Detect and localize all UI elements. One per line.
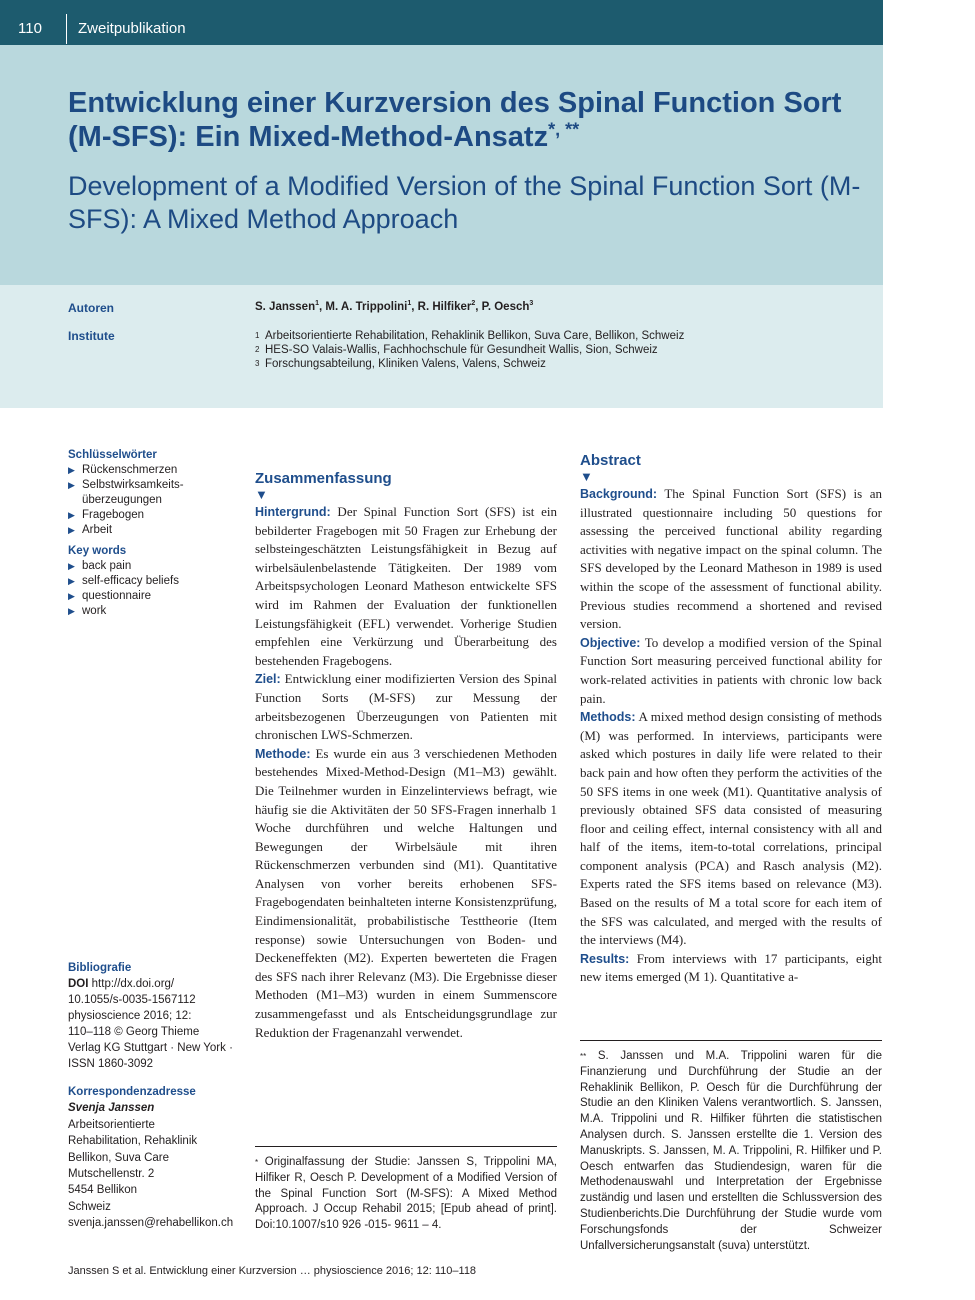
- bibliography-line: physioscience 2016; 12:: [68, 1010, 192, 1022]
- triangle-down-icon: ▼: [255, 487, 268, 502]
- abstract-section: [580, 452, 882, 987]
- section-name: Zweitpublikation: [78, 20, 186, 37]
- triangle-icon: ▶: [68, 561, 75, 571]
- keyword-item: ▶ self-efficacy beliefs: [68, 575, 179, 587]
- bibliography-line: Verlag KG Stuttgart · New York ·: [68, 1042, 233, 1054]
- title-english: Development of a Modified Version of the Spinal Function Sort (M-SFS): A Mixed Method Approach: [68, 171, 861, 234]
- bibliography-line: ISSN 1860-3092: [68, 1058, 154, 1070]
- keyword-item: ▶ Arbeit: [68, 524, 113, 536]
- address-line: Rehabilitation, Rehaklinik: [68, 1135, 198, 1148]
- page-footer: Janssen S et al. Entwicklung einer Kurzversion … physioscience 2016; 12: 110–118: [68, 1265, 477, 1277]
- triangle-icon: ▶: [68, 465, 75, 475]
- author: M. A. Trippolini$^1$,: [325, 300, 418, 313]
- keyword-item: ▶ questionnaire: [68, 590, 152, 602]
- institute-list: [255, 329, 684, 371]
- abstract-heading: Abstract: [580, 452, 641, 469]
- author: P. Oesch$^3$: [481, 300, 534, 313]
- correspondence-heading: Korrespondenzadresse: [68, 1086, 196, 1098]
- zusammenfassung-section: [255, 470, 557, 1042]
- footnote-contributions: ** S. Janssen und M.A. Trippolini waren für die Finanzierung und Durchführung der Studie an der Rehaklinik Bellikon, P. Oesch für die Durchführung der Studie an den Kliniken Valens verantwortlich. S. Janssen, M.A. Trippolini und R. Hilfiker führten die statistischen Analysen durch. S. Janssen erstellte die 1. Version des Manuskripts. S. Janssen, M. A. Trippolini, R. Hilfiker und P. Oesch entwarfen das Studiendesign, waren für die Methodenauswahl und Interpretation der Ergebnisse zuständig und lasen und erstellten die Schlussversion des Studienberichts.Die Durchführung der Studie wurde vom Forschungsfonds der Schweizer Unfallversicherungsanstalt (suva) unterstützt.: [580, 1050, 882, 1252]
- paragraph-results: Results: From interviews with 17 participants, eight new items emerged (M 1). Quantitative a-: [580, 950, 882, 985]
- address-line: Mutschellenstr. 2: [68, 1168, 155, 1181]
- page-number: 110: [18, 20, 42, 37]
- author-list: [255, 301, 533, 313]
- address-line: Arbeitsorientierte: [68, 1118, 155, 1131]
- triangle-down-icon: ▼: [580, 469, 593, 484]
- keyword-item: ▶ Fragebogen: [68, 509, 145, 521]
- doi-label: DOI: [68, 978, 89, 990]
- author: R. Hilfiker$^2$,: [417, 300, 482, 313]
- institute-item: 1 Arbeitsorientierte Rehabilitation, Rehaklinik Bellikon, Suva Care, Bellikon, Schweiz: [255, 330, 685, 342]
- keywords-sidebar: [68, 448, 243, 625]
- header-bar: [0, 0, 883, 45]
- triangle-icon: ▶: [68, 525, 75, 535]
- keywords-de-list: [68, 463, 243, 538]
- institute-item: 2 HES-SO Valais-Wallis, Fachhochschule für Gesundheit Wallis, Sion, Schweiz: [255, 344, 658, 356]
- keyword-item: ▶ back pain: [68, 560, 132, 572]
- footnote-original: * Originalfassung der Studie: Janssen S, Trippolini MA, Hilfiker R, Oesch P. Development of a Modified Version of the Spinal Function Sort (M-SFS): A Mixed Method Approach. J Occup Rehabil 2015; [Epub ahead of print]. Doi:10.1007/s10 926 -015- 9611 – 4.: [255, 1156, 557, 1232]
- triangle-icon: ▶: [68, 480, 75, 490]
- doi-line: [68, 976, 238, 992]
- bibliography-line: 110–118 © Georg Thieme: [68, 1026, 200, 1038]
- paragraph-background: Hintergrund: Der Spinal Function Sort (SFS) ist ein bebilderter Fragebogen mit 50 Fragen zur Erhebung der selbsteingeschätzten Leistungsfähigkeit in Bezug auf wirbelsäulenbelastende Tätigkeiten. Der 1989 vom Arbeitspsychologen Leonard Matheson entwickelte SFS wird im Rahmen der Evaluation der funktionellen Leistungsfähigkeit (EFL) verwendet. Vorherige Studien empfehlen eine Verkürzung und Überarbeitung des bestehenden Fragebogens.: [255, 504, 557, 668]
- paragraph-background: Background: The Spinal Function Sort (SFS) is an illustrated questionnaire including 50 questions for assessing the perceived functional ability regarding activities with negative impact on the spinal column. The SFS developed by the Leonard Matheson in 1989 is used within the scope of the assessment of functional ability. Previous studies recommend a shortened and revised version.: [580, 486, 882, 632]
- keyword-item: ▶ work: [68, 605, 107, 617]
- doi-link[interactable]: http://dx.doi.org/: [91, 978, 175, 990]
- correspondence: [68, 1084, 243, 1232]
- institutes-label: Institute: [68, 329, 115, 343]
- authors-label: Autoren: [68, 301, 114, 315]
- triangle-icon: ▶: [68, 576, 75, 586]
- author: S. Janssen$^1$,: [255, 300, 326, 313]
- paragraph-methods: Methods: A mixed method design consisting of methods (M) was performed. In interviews, participants were asked which postures in daily life were related to their back pain and how often they perform the activities of the 50 SFS items in one week (M1). Quantitative analysis of previously obtained SFS data consisted of measuring floor and ceiling effect, internal consistency with all and half of the items, item-to-total correlations, principal component analysis (PCA) and Rasch analysis (M2). Experts rated the SFS items based on relevance (M3). Based on the results of M a total score for each item of the SFS was calculated, and merged with the results of the interviews (M4).: [580, 709, 882, 948]
- title-band: [0, 45, 883, 285]
- paragraph-method: Methode: Es wurde ein aus 3 verschiedenen Methoden bestehendes Mixed-Method-Design (M1–M3) gewählt. Die Teilnehmer wurden in Einzelinterviews befragt, wie häufig sie die Aktivitäten der 50 SFS-Fragen innerhalb 1 Woche durchführen und welche Haltungen und Bewegungen der Wirbelsäule mit ihren Rückenschmerzen verbunden sind (M1). Quantitative Analysen von vorher bereits erhobenen SFS-Fragebogendaten beinhalteten interne Konsistenzprüfung, Eindimensionalität, probabilistische Testtheorie (Item response) sowie Untersuchungen von Boden- und Deckeneffekten (M2). Experten bewerteten die Fragen des SFS nach ihrer Relevanz (M3). Die Ergebnisse dieser Methoden (M1–M3) wurden in einem Summenscore zusammengefasst und als Entscheidungsgrundlage zur Reduktion der Fragenanzahl verwendet.: [255, 745, 557, 1040]
- footnote-rule: [255, 1146, 557, 1147]
- header-divider: [66, 14, 67, 44]
- triangle-icon: ▶: [68, 510, 75, 520]
- title-german-text: Entwicklung einer Kurzversion des Spinal Function Sort (M-SFS): Ein Mixed-Method-Ansatz: [68, 87, 842, 153]
- address-line: 5454 Bellikon: [68, 1184, 138, 1197]
- correspondence-name: Svenja Janssen: [68, 1102, 155, 1115]
- bibliography: [68, 960, 238, 1072]
- paragraph-objective: Objective: To develop a modified version of the Spinal Function Sort measuring perceived functional ability for work-related activities in patients with chronic low back pain.: [580, 634, 882, 706]
- keyword-item: ▶ Rückenschmerzen: [68, 464, 178, 476]
- triangle-icon: ▶: [68, 606, 75, 616]
- keyword-item: ▶ Selbstwirksamkeits-: [68, 479, 184, 491]
- zusammenfassung-heading: Zusammenfassung: [255, 470, 392, 487]
- keywords-en-heading: Key words: [68, 545, 127, 557]
- triangle-icon: ▶: [68, 591, 75, 601]
- title-german: [68, 86, 878, 154]
- footnote-rule: [580, 1040, 882, 1041]
- institute-item: 3 Forschungsabteilung, Kliniken Valens, Valens, Schweiz: [255, 358, 546, 370]
- keywords-de-heading: Schlüsselwörter: [68, 449, 157, 461]
- address-line: Schweiz: [68, 1200, 111, 1213]
- paragraph-aim: Ziel: Entwicklung einer modifizierten Version des Spinal Function Sorts (M-SFS) zur Messung der arbeitsbezogenen Überzeugungen von Patienten mit chronischen LWS-Schmerzen.: [255, 671, 557, 743]
- keywords-en-list: [68, 559, 243, 619]
- bibliography-heading: Bibliografie: [68, 962, 132, 974]
- address-line: Bellikon, Suva Care: [68, 1151, 169, 1164]
- bibliography-line: 10.1055/s-0035-1567112: [68, 994, 196, 1006]
- keyword-item-continued: überzeugungen: [82, 494, 162, 506]
- email-link[interactable]: svenja.janssen@rehabellikon.ch: [68, 1217, 234, 1230]
- title-footnote-marks: *, **: [548, 119, 580, 140]
